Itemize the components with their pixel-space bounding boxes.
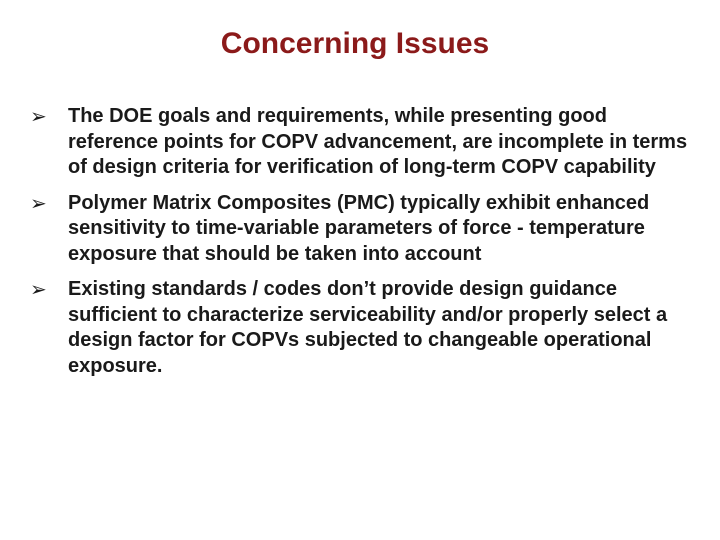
bullet-item xyxy=(30,104,690,181)
arrowhead-bullet-icon: ➢ xyxy=(30,190,47,215)
bullet-list xyxy=(30,104,690,389)
arrowhead-bullet-icon: ➢ xyxy=(30,277,47,301)
bullet-text: The DOE goals and requirements, while presenting good reference points for COPV advancement, are incomplete in terms of design criteria for verification of long-term COPV capability xyxy=(68,105,688,178)
bullet-item xyxy=(30,191,690,268)
slide-title: Concerning Issues xyxy=(220,27,490,60)
bullet-text: Polymer Matrix Composites (PMC) typically exhibit enhanced sensitivity to time-variable parameters of force - temperature exposure that should be taken into account xyxy=(68,191,650,265)
bullet-item xyxy=(30,277,690,379)
arrowhead-bullet-icon: ➢ xyxy=(30,104,47,128)
bullet-text: Existing standards / codes don’t provide design guidance sufficient to characterize serviceability and/or properly select a design factor for COPVs subjected to changeable operational exposure. xyxy=(68,278,668,377)
